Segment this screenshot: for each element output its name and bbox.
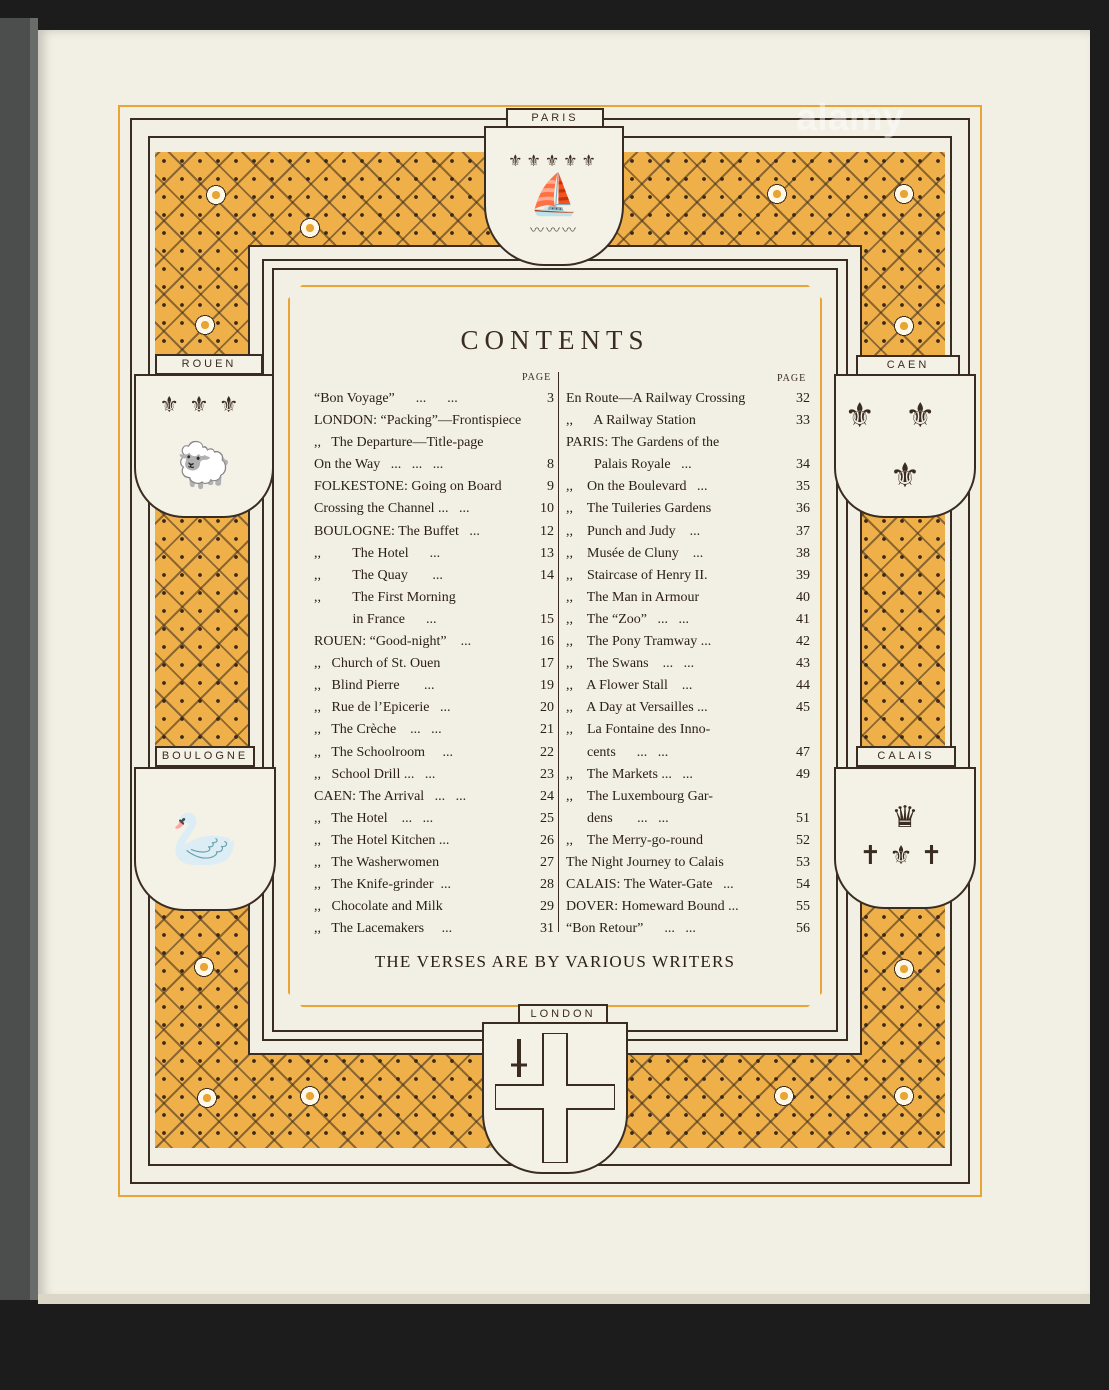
contents-entry — [314, 631, 554, 653]
contents-entry — [314, 432, 554, 454]
column-divider — [558, 372, 559, 932]
entry-title: ,, On the Boulevard ... — [566, 479, 708, 495]
entry-title: On the Way ... ... ... — [314, 457, 444, 473]
entry-page-number: 15 — [540, 611, 554, 627]
contents-entry — [314, 675, 554, 697]
entry-title: ,, Church of St. Ouen — [314, 656, 441, 672]
entry-page-number: 23 — [540, 766, 554, 782]
flower-icon — [890, 180, 918, 208]
contents-entry — [566, 896, 810, 918]
entry-title: CALAIS: The Water-Gate ... — [566, 877, 734, 893]
entry-title: ,, Rue de l’Epicerie ... — [314, 700, 451, 716]
entry-title: PARIS: The Gardens of the — [566, 435, 720, 451]
contents-entry — [314, 786, 554, 808]
contents-entry — [314, 852, 554, 874]
contents-title: CONTENTS — [460, 325, 650, 355]
london-coat-of-arms — [482, 1022, 628, 1174]
flower-icon — [890, 1082, 918, 1110]
contents-entry — [314, 830, 554, 852]
contents-entry — [566, 410, 810, 432]
entry-page-number: 13 — [540, 545, 554, 561]
contents-entry — [314, 476, 554, 498]
contents-entry — [314, 543, 554, 565]
entry-title: ,, The Washerwomen — [314, 854, 440, 870]
contents-entry — [566, 742, 810, 764]
entry-title: ,, Staircase of Henry II. — [566, 567, 708, 583]
contents-entry — [314, 498, 554, 520]
entry-page-number: 44 — [796, 678, 810, 694]
entry-page-number: 16 — [540, 634, 554, 650]
entry-title: BOULOGNE: The Buffet ... — [314, 523, 480, 539]
contents-entry — [566, 852, 810, 874]
entry-title: ,, The Lacemakers ... — [314, 921, 453, 937]
entry-page-number: 8 — [547, 457, 554, 473]
contents-entry — [566, 543, 810, 565]
entry-title: in France ... — [314, 611, 437, 627]
city-label-boulogne: BOULOGNE — [155, 746, 255, 767]
contents-entry — [314, 388, 554, 410]
entry-page-number: 26 — [540, 832, 554, 848]
entry-page-number: 49 — [796, 766, 810, 782]
contents-entry — [314, 653, 554, 675]
contents-entry — [566, 786, 810, 808]
entry-title: ,, The Hotel ... — [314, 545, 441, 561]
caen-coat-of-arms — [834, 374, 976, 518]
flower-icon — [763, 180, 791, 208]
rouen-coat-of-arms — [134, 374, 274, 518]
entry-page-number: 56 — [796, 921, 810, 937]
contents-entry — [314, 587, 554, 609]
swan-icon: 🦢 — [171, 807, 239, 870]
page-column-header-left: PAGE — [522, 372, 552, 383]
entry-title: ,, Musée de Cluny ... — [566, 545, 704, 561]
boulogne-coat-of-arms — [134, 767, 276, 911]
entry-title: ,, A Railway Station — [566, 413, 696, 429]
entry-page-number: 53 — [796, 854, 810, 870]
entry-page-number: 41 — [796, 611, 810, 627]
contents-entry — [566, 764, 810, 786]
spine-edge — [30, 18, 38, 1300]
entry-title: ,, The Man in Armour — [566, 589, 700, 605]
entry-title: LONDON: “Packing”—Frontispiece — [314, 413, 522, 429]
contents-entry — [566, 432, 810, 454]
entry-page-number: 55 — [796, 899, 810, 915]
entry-page-number: 37 — [796, 523, 810, 539]
entry-title: ,, The Departure—Title-page — [314, 435, 484, 451]
flower-icon — [191, 311, 219, 339]
entry-title: cents ... ... — [566, 744, 669, 760]
contents-entry — [566, 454, 810, 476]
entry-title: ,, The Markets ... ... — [566, 766, 693, 782]
entry-title: Crossing the Channel ... ... — [314, 501, 470, 517]
entry-page-number: 52 — [796, 832, 810, 848]
entry-page-number: 29 — [540, 899, 554, 915]
contents-entry — [566, 918, 810, 940]
city-label-calais: CALAIS — [856, 746, 956, 767]
contents-entry — [314, 609, 554, 631]
entry-title: ,, The First Morning — [314, 589, 456, 605]
contents-entry — [566, 719, 810, 741]
entry-title: ,, A Flower Stall ... — [566, 678, 693, 694]
entry-title: ,, Chocolate and Milk — [314, 899, 443, 915]
contents-entry — [566, 498, 810, 520]
contents-entry — [314, 764, 554, 786]
entry-title: “Bon Retour” ... ... — [566, 921, 696, 937]
entry-page-number: 54 — [796, 877, 810, 893]
entry-page-number: 20 — [540, 700, 554, 716]
entry-title: ,, The Pony Tramway ... — [566, 634, 712, 650]
entry-title: ,, The “Zoo” ... ... — [566, 611, 689, 627]
entry-page-number: 43 — [796, 656, 810, 672]
entry-page-number: 17 — [540, 656, 554, 672]
contents-entry — [566, 675, 810, 697]
page-column-header-right: PAGE — [777, 373, 807, 384]
entry-title: CAEN: The Arrival ... ... — [314, 788, 467, 804]
entry-page-number: 32 — [796, 391, 810, 406]
entry-page-number: 28 — [540, 877, 554, 893]
entry-page-number: 45 — [796, 700, 810, 716]
entry-page-number: 21 — [540, 722, 554, 738]
flower-icon — [770, 1082, 798, 1110]
contents-entry — [314, 410, 554, 432]
entry-title: ,, The Hotel ... ... — [314, 810, 434, 826]
entry-title: ,, The Crèche ... ... — [314, 722, 442, 738]
entry-title: ,, The Swans ... ... — [566, 656, 695, 672]
waves-icon: 〰〰〰 — [530, 223, 578, 239]
contents-entry — [566, 653, 810, 675]
entry-title: ,, La Fontaine des Inno- — [566, 722, 711, 738]
paschal-lamb-icon: 🐑 — [176, 440, 232, 491]
entry-title: ROUEN: “Good-night” ... — [314, 634, 472, 650]
fleur-de-lis-icon: ⚜⚜⚜⚜⚜ — [508, 151, 600, 170]
entry-page-number: 12 — [540, 523, 554, 539]
entry-title: ,, The Knife-grinder ... — [314, 877, 451, 893]
entry-title: DOVER: Homeward Bound ... — [566, 899, 739, 915]
entry-title: ,, A Day at Versailles ... — [566, 700, 708, 716]
entry-page-number: 27 — [540, 854, 554, 870]
flower-icon — [296, 1082, 324, 1110]
entry-title: ,, Punch and Judy ... — [566, 523, 701, 539]
entry-title: ,, The Schoolroom ... — [314, 744, 453, 760]
contents-entry — [314, 874, 554, 896]
page-bottom-edge — [38, 1294, 1090, 1304]
flower-icon — [202, 181, 230, 209]
contents-entry — [566, 565, 810, 587]
contents-entry — [314, 896, 554, 918]
entry-page-number: 38 — [796, 545, 810, 561]
entry-page-number: 25 — [540, 810, 554, 826]
entry-title: The Night Journey to Calais — [566, 854, 724, 870]
entry-title: Palais Royale ... — [566, 457, 692, 473]
flower-icon — [890, 312, 918, 340]
city-label-caen: CAEN — [856, 355, 960, 376]
entry-page-number: 10 — [540, 501, 554, 517]
entry-page-number: 9 — [547, 479, 554, 495]
entry-title: dens ... ... — [566, 810, 669, 826]
contents-entry — [314, 565, 554, 587]
entry-page-number: 35 — [796, 479, 810, 495]
entry-title: ,, The Merry-go-round — [566, 832, 703, 848]
entry-title: En Route—A Railway Crossing — [566, 391, 746, 406]
entry-title: FOLKESTONE: Going on Board — [314, 479, 502, 495]
entry-page-number: 14 — [540, 567, 554, 583]
entry-page-number: 33 — [796, 413, 810, 429]
contents-entry — [566, 697, 810, 719]
entry-page-number: 34 — [796, 457, 810, 473]
flower-icon — [296, 214, 324, 242]
contents-entry — [566, 609, 810, 631]
watermark: alamy — [796, 97, 904, 139]
contents-entry — [566, 521, 810, 543]
st-george-cross-icon — [495, 1033, 615, 1163]
paris-coat-of-arms — [484, 126, 624, 266]
entry-page-number: 47 — [796, 744, 810, 760]
contents-entry — [314, 454, 554, 476]
flower-icon — [190, 953, 218, 981]
flower-icon — [890, 955, 918, 983]
entry-title: ,, Blind Pierre ... — [314, 678, 435, 694]
entry-page-number: 19 — [540, 678, 554, 694]
entry-title: ,, The Tuileries Gardens — [566, 501, 712, 517]
contents-entry — [566, 808, 810, 830]
entry-page-number: 39 — [796, 567, 810, 583]
entry-page-number: 22 — [540, 744, 554, 760]
contents-entry — [566, 587, 810, 609]
cross-and-fleur-icon: ✝⚜✝ — [859, 841, 951, 871]
ship-icon: ⛵ — [529, 172, 579, 218]
contents-entry — [314, 697, 554, 719]
entry-page-number: 42 — [796, 634, 810, 650]
contents-entry — [566, 830, 810, 852]
entry-title: “Bon Voyage” ... ... — [314, 391, 458, 406]
contents-entry — [566, 388, 810, 410]
city-label-rouen: ROUEN — [155, 354, 263, 375]
contents-left-column — [314, 388, 554, 940]
contents-entry — [314, 521, 554, 543]
entry-page-number: 31 — [540, 921, 554, 937]
contents-entry — [566, 476, 810, 498]
entry-page-number: 3 — [547, 391, 554, 406]
entry-title: ,, The Luxembourg Gar- — [566, 788, 713, 804]
entry-title: ,, The Quay ... — [314, 567, 443, 583]
entry-title: ,, School Drill ... ... — [314, 766, 436, 782]
contents-right-column — [566, 388, 810, 940]
fleur-de-lis-icon: ⚜⚜⚜ — [159, 393, 249, 418]
contents-entry — [314, 742, 554, 764]
calais-coat-of-arms — [834, 767, 976, 909]
entry-title: ,, The Hotel Kitchen ... — [314, 832, 450, 848]
contents-entry — [314, 719, 554, 741]
entry-page-number: 40 — [796, 589, 810, 605]
fleur-de-lis-icon: ⚜ — [889, 456, 921, 496]
city-label-london: LONDON — [518, 1004, 608, 1025]
crown-icon: ♛ — [891, 800, 919, 835]
contents-entry — [314, 808, 554, 830]
city-label-paris: PARIS — [506, 108, 604, 129]
entry-page-number: 24 — [540, 788, 554, 804]
contents-entry — [566, 631, 810, 653]
contents-entry — [566, 874, 810, 896]
entry-page-number: 51 — [796, 810, 810, 826]
entry-page-number: 36 — [796, 501, 810, 517]
contents-entry — [314, 918, 554, 940]
fleur-de-lis-icon: ⚜⚜ — [844, 396, 966, 436]
verses-credit: THE VERSES ARE BY VARIOUS WRITERS — [374, 952, 736, 971]
flower-icon — [193, 1084, 221, 1112]
